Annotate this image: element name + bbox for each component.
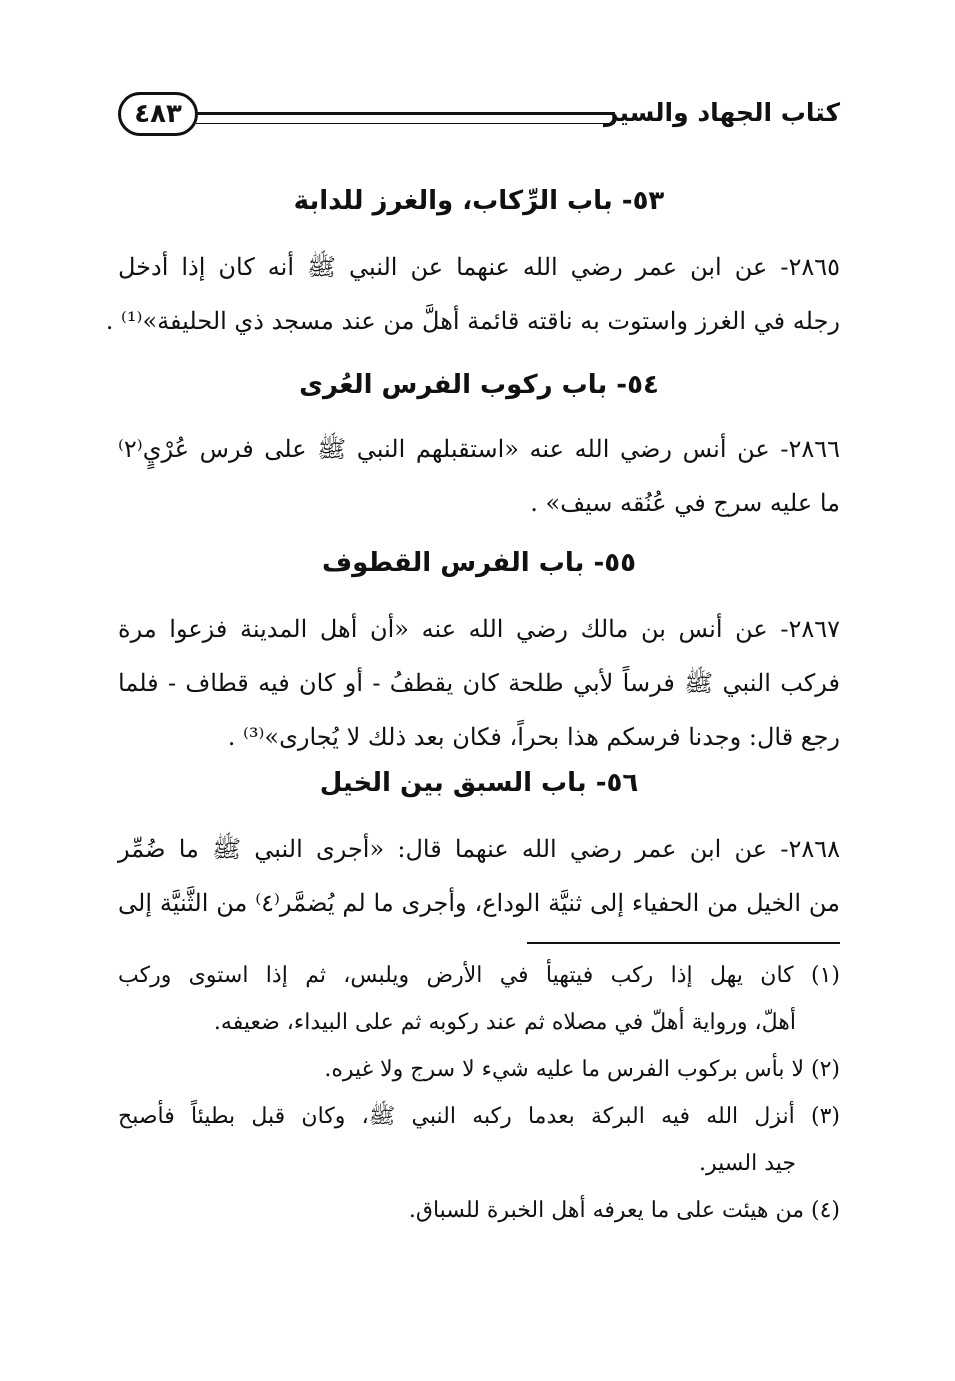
hadith-line: رجله في الغرز واستوت به ناقته قائمة أهلَّ من عند مسجد ذي الحليفة»⁽¹⁾ . (105, 307, 840, 335)
footnote-1-continued: أهلّ، ورواية أهلّ في مصلاه ثم عند ركوبه ثم على البيداء، ضعيفه. (213, 1010, 796, 1035)
page-number: ٤٨٣ (118, 92, 198, 136)
hadith-line: رجع قال: وجدنا فرسكم هذا بحراً، فكان بعد ذلك لا يُجارى»⁽³⁾ . (227, 723, 840, 751)
footnote-separator (527, 942, 840, 944)
hadith-line: فركب النبي ﷺ فرساً لأبي طلحة كان يقطفُ - أو كان فيه قطاف - فلما (118, 669, 840, 697)
header-double-rule (196, 112, 615, 124)
section-heading-53: ٥٣- باب الرِّكاب، والغرز للدابة (293, 186, 665, 216)
hadith-2868 (118, 822, 840, 930)
hadith-line: ٢٨٦٥- عن ابن عمر رضي الله عنهما عن النبي ﷺ أنه كان إذا أدخل (118, 253, 840, 281)
footnotes (118, 952, 840, 1234)
footnote-3: (٣) أنزل الله فيه البركة بعدما ركبه النبي ﷺ، وكان قبل بطيئاً فأصبح (118, 1104, 840, 1129)
hadith-line: ٢٨٦٦- عن أنس رضي الله عنه «استقبلهم النبي ﷺ على فرس عُرْيٍ⁽٢⁾ (118, 435, 840, 463)
hadith-line: ٢٨٦٧- عن أنس بن مالك رضي الله عنه «أن أهل المدينة فزعوا مرة (118, 615, 840, 643)
footnote-3-continued: جيد السير. (699, 1151, 796, 1176)
section-heading-56: ٥٦- باب السبق بين الخيل (319, 768, 639, 798)
book-title: كتاب الجهاد والسير (603, 98, 840, 127)
footnote-4: (٤) من هيئت على ما يعرفه أهل الخبرة للسباق. (408, 1198, 840, 1223)
hadith-line: ما عليه سرج في عُنُقه سيف» . (530, 489, 840, 517)
hadith-2865 (105, 240, 840, 348)
running-header (118, 92, 840, 148)
hadith-2867 (118, 602, 840, 764)
hadith-line: من الخيل من الحفياء إلى ثنيَّة الوداع، وأجرى ما لم يُضمَّر⁽٤⁾ من الثَّنيَّة إلى (118, 889, 840, 917)
hadith-2866 (118, 422, 840, 530)
footnote-2: (٢) لا بأس بركوب الفرس ما عليه شيء لا سرج ولا غيره. (324, 1057, 840, 1082)
hadith-line: ٢٨٦٨- عن ابن عمر رضي الله عنهما قال: «أجرى النبي ﷺ ما ضُمِّر (118, 835, 840, 863)
section-heading-55: ٥٥- باب الفرس القطوف (321, 548, 636, 578)
section-heading-54: ٥٤- باب ركوب الفرس العُرى (299, 370, 659, 400)
footnote-1: (١) كان يهل إذا ركب فيتهيأ في الأرض ويلبس، ثم إذا استوى وركب (118, 963, 840, 988)
